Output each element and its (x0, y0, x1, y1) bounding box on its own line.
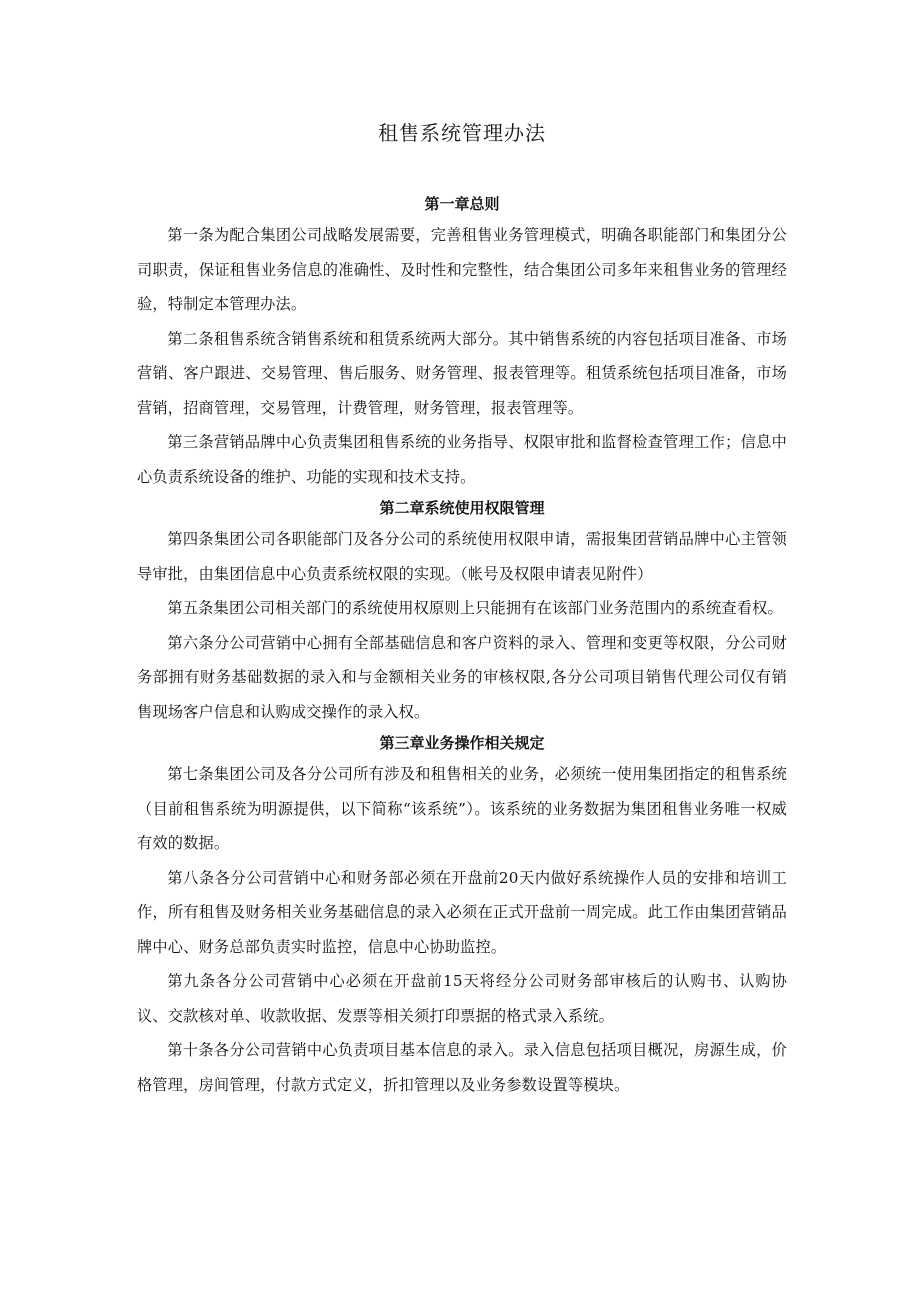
article-paragraph: 第八条各分公司营销中心和财务部必须在开盘前20天内做好系统操作人员的安排和培训工作，所有租售及财务相关业务基础信息的录入必须在正式开盘前一周完成。此工作由集团营销品牌中心、财务总部负责实时监控，信息中心协助监控。 (137, 868, 787, 956)
document-title: 租售系统管理办法 (378, 121, 546, 145)
article-paragraph: 第十条各分公司营销中心负责项目基本信息的录入。录入信息包括项目概况，房源生成，价格管理，房间管理，付款方式定义，折扣管理以及业务参数设置等模块。 (137, 1041, 787, 1094)
article-paragraph: 第七条集团公司及各分公司所有涉及和租售相关的业务，必须统一使用集团指定的租售系统（目前租售系统为明源提供，以下简称“该系统”）。该系统的业务数据为集团租售业务唯一权威有效的数据。 (137, 765, 787, 852)
article-paragraph: 第一条为配合集团公司战略发展需要，完善租售业务管理模式，明确各职能部门和集团分公司职责，保证租售业务信息的准确性、及时性和完整性，结合集团公司多年来租售业务的管理经验，特制定本管理办法。 (137, 226, 787, 313)
article-paragraph: 第二条租售系统含销售系统和租赁系统两大部分。其中销售系统的内容包括项目准备、市场营销、客户跟进、交易管理、售后服务、财务管理、报表管理等。租赁系统包括项目准备，市场营销，招商管理，交易管理，计费管理，财务管理，报表管理等。 (137, 329, 787, 417)
chapter-3 (137, 729, 787, 1102)
chapter-heading: 第三章业务操作相关规定 (379, 734, 545, 752)
article-paragraph: 第四条集团公司各职能部门及各分公司的系统使用权限申请，需报集团营销品牌中心主管领导审批，由集团信息中心负责系统权限的实现。（帐号及权限申请表见附件） (137, 530, 787, 583)
article-paragraph: 第三条营销品牌中心负责集团租售系统的业务指导、权限审批和监督检查管理工作；信息中心负责系统设备的维护、功能的实现和技术支持。 (137, 433, 787, 486)
article-paragraph: 第九条各分公司营销中心必须在开盘前15天将经分公司财务部审核后的认购书、认购协议、交款核对单、收款收据、发票等相关须打印票据的格式录入系统。 (137, 972, 787, 1025)
article-paragraph: 第五条集团公司相关部门的系统使用权原则上只能拥有在该部门业务范围内的系统查看权。 (167, 599, 783, 617)
chapter-heading: 第一章总则 (424, 195, 500, 213)
document-page (137, 118, 787, 1102)
article-paragraph: 第六条分公司营销中心拥有全部基础信息和客户资料的录入、管理和变更等权限，分公司财务部拥有财务基础数据的录入和与金额相关业务的审核权限,各分公司项目销售代理公司仅有销售现场客户信息和认购成交操作的录入权。 (137, 633, 787, 721)
chapter-2 (137, 494, 787, 729)
chapter-1 (137, 190, 787, 494)
chapter-heading: 第二章系统使用权限管理 (379, 499, 545, 517)
